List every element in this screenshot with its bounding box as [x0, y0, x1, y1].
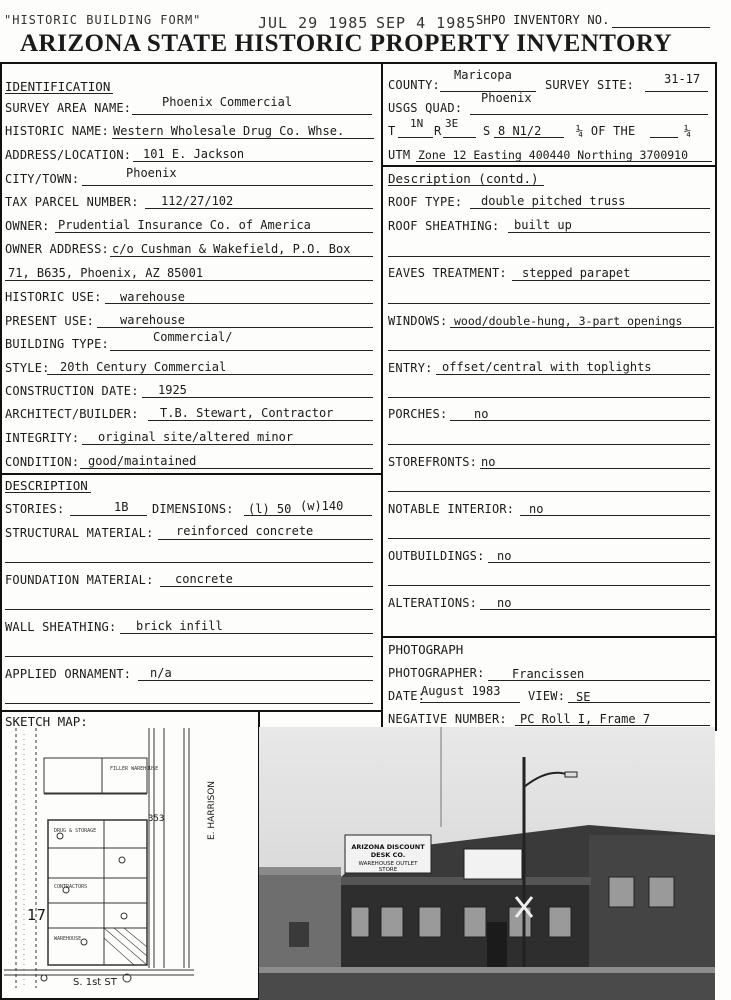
- alterations-line: [480, 609, 710, 610]
- view-value: SE: [576, 690, 591, 704]
- received-stamp-2: SEP 4 1985: [376, 14, 477, 32]
- county-label: COUNTY:: [388, 78, 440, 92]
- construction-date-line: [142, 397, 373, 398]
- integrity-value: original site/altered minor: [98, 430, 294, 444]
- building-type-line: [110, 350, 373, 351]
- sketch-map-drawing: [4, 728, 256, 996]
- storefronts-line: [480, 468, 710, 469]
- foundation-material-label: FOUNDATION MATERIAL:: [5, 573, 154, 587]
- windows-value: wood/double-hung, 3-part openings: [454, 314, 683, 328]
- address-value: 101 E. Jackson: [143, 147, 245, 161]
- date-value: August 1983: [421, 684, 501, 698]
- architect-label: ARCHITECT/BUILDER:: [5, 407, 139, 421]
- survey-site-line: [645, 91, 708, 92]
- heading-underline: [388, 185, 544, 186]
- survey-area-value: Phoenix Commercial: [162, 95, 293, 109]
- negative-number-label: NEGATIVE NUMBER:: [388, 712, 507, 726]
- owner-address-line-2: [5, 280, 373, 281]
- present-use-line: [97, 327, 373, 328]
- dimensions-label: DIMENSIONS:: [152, 502, 234, 516]
- architect-line: [148, 420, 373, 421]
- notable-extra-line: [388, 538, 710, 539]
- county-value: Maricopa: [454, 68, 512, 82]
- svg-text:FILLER WAREHOUSE: FILLER WAREHOUSE: [110, 766, 159, 772]
- range-value: 3E: [445, 117, 459, 130]
- wall-sheathing-value: brick infill: [136, 619, 223, 633]
- description-heading: DESCRIPTION: [5, 478, 88, 493]
- historic-name-value: Western Wholesale Drug Co. Whse.: [113, 124, 345, 138]
- street-label-first-st: S. 1st ST: [73, 977, 117, 988]
- section-value: 8 N1/2: [498, 124, 542, 138]
- roof-sheathing-label: ROOF SHEATHING:: [388, 219, 500, 233]
- construction-date-label: CONSTRUCTION DATE:: [5, 384, 139, 398]
- date-line: [420, 702, 520, 703]
- windows-line: [450, 327, 714, 328]
- roof-sheathing-value: built up: [514, 218, 572, 232]
- historic-use-line: [105, 303, 373, 304]
- dimensions-length: (l) 50: [248, 502, 292, 516]
- construction-date-value: 1925: [158, 383, 187, 397]
- dimensions-width: (w)140: [300, 499, 344, 513]
- storefronts-extra-line: [388, 491, 710, 492]
- owner-address-value-1: c/o Cushman & Wakefield, P.O. Box: [112, 242, 351, 256]
- style-value: 20th Century Commercial: [60, 360, 227, 374]
- stories-line: [70, 515, 147, 516]
- dimensions-line: [244, 515, 372, 516]
- historic-name-line: [112, 138, 374, 139]
- eaves-extra-line: [388, 303, 710, 304]
- photographer-value: Francissen: [512, 667, 585, 681]
- condition-line: [80, 468, 373, 469]
- owner-label: OWNER:: [5, 219, 50, 233]
- entry-label: ENTRY:: [388, 361, 433, 375]
- condition-value: good/maintained: [88, 454, 197, 468]
- foundation-material-line: [160, 586, 373, 587]
- utm-label: UTM: [388, 148, 411, 162]
- roof-type-value: double pitched truss: [481, 194, 626, 208]
- outbuildings-line: [488, 562, 710, 563]
- building-photograph: [259, 727, 715, 1000]
- owner-address-value-2: 71, B635, Phoenix, AZ 85001: [8, 266, 204, 280]
- township-label: T: [388, 124, 396, 138]
- utm-line: [416, 161, 712, 162]
- building-type-value: Commercial/: [153, 330, 233, 344]
- roof-type-line: [470, 208, 710, 209]
- building-type-label: BUILDING TYPE:: [5, 337, 109, 351]
- structural-extra-line: [5, 562, 373, 563]
- lot-number: 17: [27, 906, 47, 924]
- usgs-quad-label: USGS QUAD:: [388, 101, 463, 115]
- roof-sheathing-line: [508, 232, 710, 233]
- applied-ornament-value: n/a: [150, 666, 172, 680]
- storefronts-value: no: [481, 455, 496, 469]
- style-label: STYLE:: [5, 361, 50, 375]
- shpo-inventory-line: [612, 27, 710, 28]
- stories-label: STORIES:: [5, 502, 65, 516]
- notable-interior-value: no: [529, 502, 544, 516]
- quarter-of-the-label: ¼ OF THE: [576, 124, 636, 138]
- porches-label: PORCHES:: [388, 407, 448, 421]
- structural-material-label: STRUCTURAL MATERIAL:: [5, 526, 154, 540]
- style-line: [47, 374, 373, 375]
- eaves-label: EAVES TREATMENT:: [388, 266, 507, 280]
- street-label-harrison: E. HARRISON: [207, 780, 217, 840]
- windows-extra-line: [388, 350, 710, 351]
- negative-number-value: PC Roll I, Frame 7: [520, 712, 651, 726]
- owner-address-line-1: [110, 256, 373, 257]
- identification-heading: IDENTIFICATION: [5, 79, 111, 94]
- survey-site-label: SURVEY SITE:: [545, 78, 635, 92]
- city-label: CITY/TOWN:: [5, 172, 80, 186]
- entry-value: offset/central with toplights: [442, 360, 652, 374]
- historic-name-label: HISTORIC NAME:: [5, 124, 109, 138]
- sketch-map-heading: SKETCH MAP:: [5, 714, 88, 729]
- eaves-line: [512, 280, 710, 281]
- building-photo-drawing: [259, 727, 715, 1000]
- received-stamp-1: JUL 29 1985: [258, 14, 369, 32]
- alterations-label: ALTERATIONS:: [388, 596, 478, 610]
- applied-ornament-label: APPLIED ORNAMENT:: [5, 667, 132, 681]
- owner-address-label: OWNER ADDRESS:: [5, 242, 109, 256]
- range-label: R: [434, 124, 442, 138]
- svg-text:CONTRACTORS: CONTRACTORS: [54, 884, 88, 890]
- tax-parcel-label: TAX PARCEL NUMBER:: [5, 195, 139, 209]
- township-value: 1N: [410, 117, 424, 130]
- present-use-value: warehouse: [120, 313, 186, 327]
- address-line: [133, 161, 373, 162]
- historic-use-label: HISTORIC USE:: [5, 290, 102, 304]
- outbuildings-value: no: [497, 549, 512, 563]
- wall-sheathing-line: [120, 633, 373, 634]
- address-label: ADDRESS/LOCATION:: [5, 148, 132, 162]
- building-sign-main: ARIZONA DISCOUNT DESK CO.: [351, 843, 425, 859]
- roof-extra-line: [388, 256, 710, 257]
- alterations-value: no: [497, 596, 512, 610]
- shpo-inventory-label: SHPO INVENTORY NO.: [476, 13, 610, 27]
- entry-extra-line: [388, 397, 710, 398]
- wall-extra-line: [5, 656, 373, 657]
- applied-ornament-line: [138, 680, 373, 681]
- quarter-label: ¼: [684, 124, 692, 138]
- owner-value: Prudential Insurance Co. of America: [58, 218, 311, 232]
- storefronts-label: STOREFRONTS:: [388, 455, 478, 469]
- township-line: [398, 137, 433, 138]
- architect-value: T.B. Stewart, Contractor: [160, 406, 334, 420]
- structural-material-value: reinforced concrete: [176, 524, 314, 538]
- negative-number-line: [515, 725, 710, 726]
- survey-site-value: 31-17: [664, 72, 701, 86]
- historic-use-value: warehouse: [120, 290, 186, 304]
- photographer-line: [488, 680, 710, 681]
- section-line: [494, 137, 564, 138]
- usgs-quad-value: Phoenix: [481, 91, 532, 105]
- owner-line: [55, 232, 373, 233]
- svg-text:WAREHOUSE: WAREHOUSE: [54, 936, 82, 942]
- integrity-label: INTEGRITY:: [5, 431, 80, 445]
- date-label: DATE:: [388, 689, 426, 703]
- ornament-extra-line: [5, 703, 373, 704]
- windows-label: WINDOWS:: [388, 314, 448, 328]
- porches-line: [450, 420, 710, 421]
- description-contd-heading: Description (contd.): [388, 171, 539, 186]
- quarter-line: [650, 137, 678, 138]
- tax-parcel-line: [145, 208, 373, 209]
- porches-extra-line: [388, 444, 710, 445]
- outbuildings-extra-line: [388, 585, 710, 586]
- structural-material-line: [158, 539, 373, 540]
- survey-area-label: SURVEY AREA NAME:: [5, 101, 132, 115]
- tax-parcel-value: 112/27/102: [161, 194, 234, 208]
- present-use-label: PRESENT USE:: [5, 314, 95, 328]
- form-label: "HISTORIC BUILDING FORM": [4, 13, 202, 27]
- range-line: [443, 137, 476, 138]
- building-sign-sub: WAREHOUSE OUTLET STORE: [358, 861, 418, 873]
- description-contd-box: [381, 165, 717, 638]
- foundation-extra-line: [5, 609, 373, 610]
- porches-value: no: [474, 407, 489, 421]
- page-title: ARIZONA STATE HISTORIC PROPERTY INVENTORY: [20, 30, 673, 57]
- photograph-heading: PHOTOGRAPH: [388, 642, 464, 657]
- notable-interior-label: NOTABLE INTERIOR:: [388, 502, 515, 516]
- wall-sheathing-label: WALL SHEATHING:: [5, 620, 117, 634]
- survey-area-line: [132, 114, 372, 115]
- stories-value: 1B: [114, 500, 129, 514]
- usgs-quad-line: [470, 114, 708, 115]
- utm-value: Zone 12 Easting 400440 Northing 3700910: [418, 148, 689, 162]
- heading-underline: [5, 93, 113, 94]
- sketch-number-353: 353: [148, 814, 165, 824]
- integrity-line: [82, 444, 373, 445]
- condition-label: CONDITION:: [5, 455, 80, 469]
- entry-line: [436, 374, 710, 375]
- view-label: VIEW:: [528, 689, 566, 703]
- outbuildings-label: OUTBUILDINGS:: [388, 549, 485, 563]
- notable-interior-line: [520, 515, 710, 516]
- svg-text:DRUG & STORAGE: DRUG & STORAGE: [54, 828, 97, 834]
- roof-type-label: ROOF TYPE:: [388, 195, 463, 209]
- view-line: [568, 702, 710, 703]
- section-label: S: [483, 124, 491, 138]
- photographer-label: PHOTOGRAPHER:: [388, 666, 485, 680]
- foundation-material-value: concrete: [175, 572, 233, 586]
- city-value: Phoenix: [126, 166, 177, 180]
- city-line: [82, 185, 373, 186]
- eaves-value: stepped parapet: [522, 266, 631, 280]
- heading-underline: [5, 492, 91, 493]
